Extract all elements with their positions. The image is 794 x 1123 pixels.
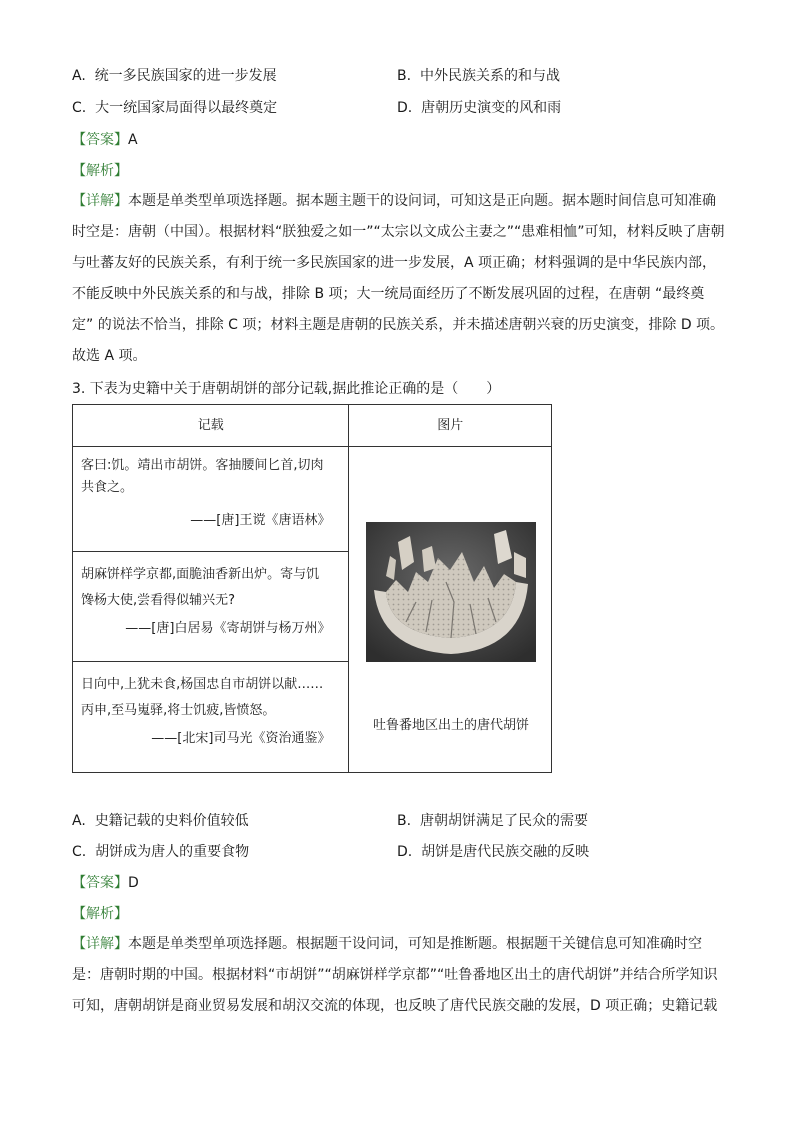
- q3-stem: 3. 下表为史籍中关于唐朝胡饼的部分记载,据此推论正确的是（ ）: [72, 381, 501, 397]
- q3-answer: [72, 874, 139, 892]
- q2-analysis-label: 【解析】: [72, 163, 128, 179]
- q3-option-d: D. 胡饼是唐代民族交融的反映: [397, 844, 590, 860]
- q2-option-d: D. 唐朝历史演变的风和雨: [397, 100, 562, 116]
- record-row: 客曰:饥。靖出市胡饼。客抽腰间匕首,切肉 共食之。 ——[唐]王谠《唐语林》: [73, 447, 349, 552]
- record-source: ——[唐]王谠《唐语林》: [190, 513, 331, 528]
- q2-answer: [72, 131, 138, 149]
- answer-label: 【答案】: [72, 875, 128, 891]
- q2-detail: 【详解】本题是单类型单项选择题。据本题主题干的设问词，可知这是正向题。据本题时间信息可知准确 时空是：唐朝（中国）。根据材料“朕独爱之如一”“太宗以文成公主妻之”“患难相恤”可知，材料反映了唐朝 与吐蕃友好的民族关系，有利于统一多民族国家的进一步发展，A 项正确；材料强调的是中华民族内部， 不能反映中外民族关系的和与战，排除 B 项；大一统局面经历了不断发展巩固的过程，在唐朝 “最终奠 定” 的说法不恰当，排除 C 项；材料主题是唐朝的民族关系，并未描述唐朝兴衰的历史演变，排除 D 项。 故选 A 项。: [72, 193, 725, 364]
- q3-option-b: B. 唐朝胡饼满足了民众的需要: [397, 813, 588, 829]
- q2-option-b: B. 中外民族关系的和与战: [397, 68, 560, 84]
- detail-label: 【详解】: [72, 193, 128, 209]
- answer-value: A: [128, 132, 138, 148]
- record-row: 日向中,上犹未食,杨国忠自市胡饼以献…… 丙申,至马嵬驿,将士饥疲,皆愤怒。 ——[北宋]司马光《资治通鉴》: [73, 662, 349, 773]
- answer-label: 【答案】: [72, 132, 128, 148]
- q3-option-c: C. 胡饼成为唐人的重要食物: [72, 844, 250, 860]
- q3-analysis-label: 【解析】: [72, 906, 128, 922]
- answer-value: D: [128, 875, 139, 891]
- record-row: 胡麻饼样学京都,面脆油香新出炉。寄与饥 馋杨大使,尝看得似辅兴无? ——[唐]白居易《寄胡饼与杨万州》: [73, 552, 349, 662]
- picture-caption: 吐鲁番地区出土的唐代胡饼: [372, 718, 529, 733]
- hubing-photo: [366, 522, 536, 662]
- hubing-photo-illustration: [366, 522, 536, 662]
- q2-option-c: C. 大一统国家局面得以最终奠定: [72, 100, 278, 116]
- q3-detail: 【详解】本题是单类型单项选择题。根据题干设问词，可知是推断题。根据题干关键信息可知准确时空 是：唐朝时期的中国。根据材料“市胡饼”“胡麻饼样学京都”“吐鲁番地区出土的唐代胡饼”并结合所学知识 可知，唐朝胡饼是商业贸易发展和胡汉交流的体现，也反映了唐代民族交融的发展，D 项正确；史籍记载: [72, 936, 718, 1014]
- q3-option-a: A. 史籍记载的史料价值较低: [72, 813, 249, 829]
- q2-option-a: A. 统一多民族国家的进一步发展: [72, 68, 277, 84]
- detail-label: 【详解】: [72, 936, 128, 952]
- table-header-picture: 图片: [349, 405, 552, 447]
- table-header-records: 记载: [73, 405, 349, 447]
- record-source: ——[唐]白居易《寄胡饼与杨万州》: [125, 621, 331, 636]
- record-source: ——[北宋]司马光《资治通鉴》: [151, 731, 331, 746]
